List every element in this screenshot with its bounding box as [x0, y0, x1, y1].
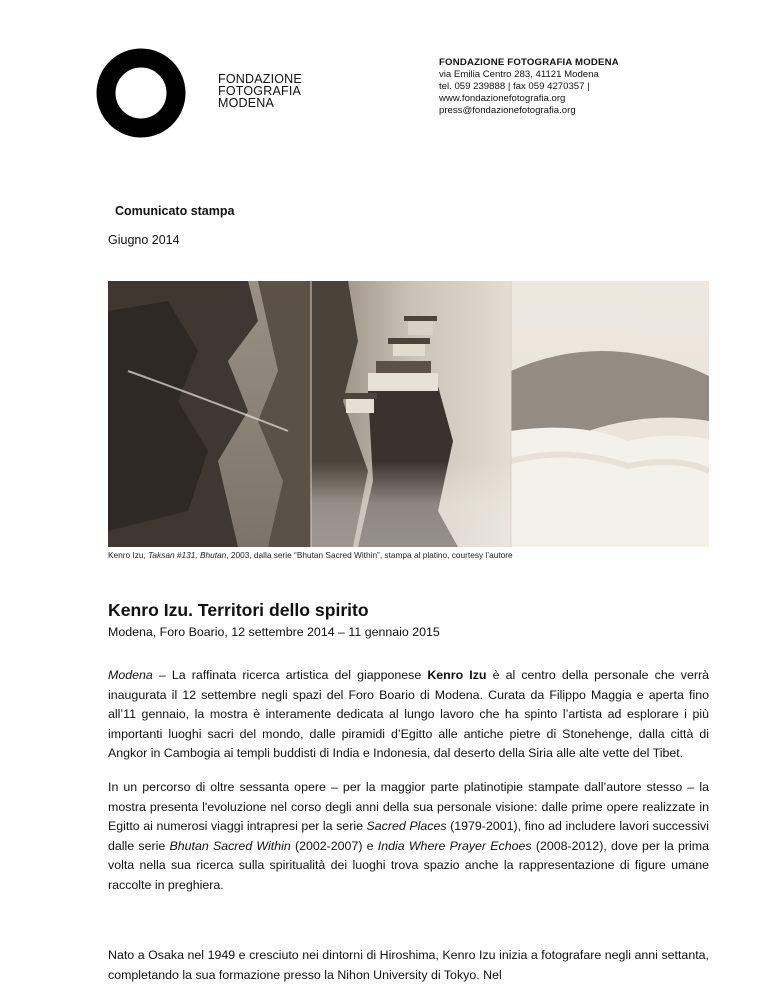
photo-caption	[108, 550, 513, 560]
text-span: (2002-2007) e	[290, 838, 378, 853]
logo-line: MODENA	[218, 96, 275, 110]
text-span: è al centro della personale che verrà inaugurata il 12 settembre negli spazi del Foro Boario di Modena. Curata da Filippo Maggia e aperta fino all’11 gennaio, la mostra è interamente dedicata al lungo lavoro che ha spinto l’artista ad esplorare i più importanti luoghi sacri del mondo, dalle piramidi d’Egitto alle antiche pietre di Stonehenge, dalla città di Angkor in Cambogia ai templi buddisti di India e Indonesia, dal deserto della Siria alle alte vette del Tibet.	[108, 668, 709, 760]
text-span: (2008-2012), dove per la prima volta nella sua ricerca sulla spiritualità dei luoghi trova spazio anche la rappresentazione di figure umane raccolte in preghiera.	[108, 838, 710, 892]
document-type: Comunicato stampa	[115, 204, 235, 218]
logo-line: FONDAZIONE	[218, 72, 302, 86]
series-title: Bhutan Sacred Within	[169, 838, 291, 853]
contact-website[interactable]: www.fondazionefotografia.org	[439, 93, 566, 104]
caption-author: Kenro Izu,	[108, 550, 149, 560]
logo-line: FOTOGRAFIA	[218, 84, 302, 98]
paragraph-biography: Nato a Osaka nel 1949 e cresciuto nei dintorni di Hiroshima, Kenro Izu inizia a fotografare negli anni settanta, completando la sua formazione presso la Nihon University di Tokyo. Nel	[108, 948, 709, 982]
series-title: India Where Prayer Echoes	[377, 838, 532, 853]
contact-phone: tel. 059 239888 | fax 059 4270357 |	[439, 81, 590, 92]
foundation-logo	[96, 48, 302, 138]
document-date: Giugno 2014	[108, 233, 180, 247]
paragraph-intro	[108, 666, 709, 764]
series-title: Sacred Places	[366, 819, 447, 833]
caption-details: , 2003, dalla serie “Bhutan Sacred Within”, stampa al platino, courtesy l’autore	[226, 550, 513, 560]
place-name: Modena	[108, 668, 153, 682]
text-span: In un percorso di oltre sessanta opere – per la maggior parte platinotipie stampate dall’autore stesso – la mostra presenta l'evoluzione nel corso degli anni della sua personale visione: dalle prime opere realizzate in Egitto ai numerosi viaggi intrapresi per la serie	[108, 780, 709, 833]
logo-wordmark	[218, 73, 302, 109]
contact-address: via Emilia Centro 283, 41121 Modena	[439, 69, 599, 80]
caption-title: Taksan #131, Bhutan	[148, 550, 227, 560]
text-span: (1979-2001), fino ad includere lavori successivi dalle serie	[108, 819, 709, 853]
exhibition-title: Kenro Izu. Territori dello spirito	[108, 600, 369, 620]
text-span: – La raffinata ricerca artistica del giapponese	[152, 668, 428, 682]
contact-block	[439, 57, 619, 117]
contact-org: FONDAZIONE FOTOGRAFIA MODENA	[439, 57, 619, 68]
exhibition-photo	[108, 281, 709, 547]
logo-ring-icon	[96, 48, 186, 138]
paragraph-exhibition	[108, 778, 709, 895]
exhibition-subtitle: Modena, Foro Boario, 12 settembre 2014 – 11 gennaio 2015	[108, 625, 440, 639]
artist-name: Kenro Izu	[427, 668, 487, 682]
contact-email[interactable]: press@fondazionefotografia.org	[439, 105, 576, 116]
